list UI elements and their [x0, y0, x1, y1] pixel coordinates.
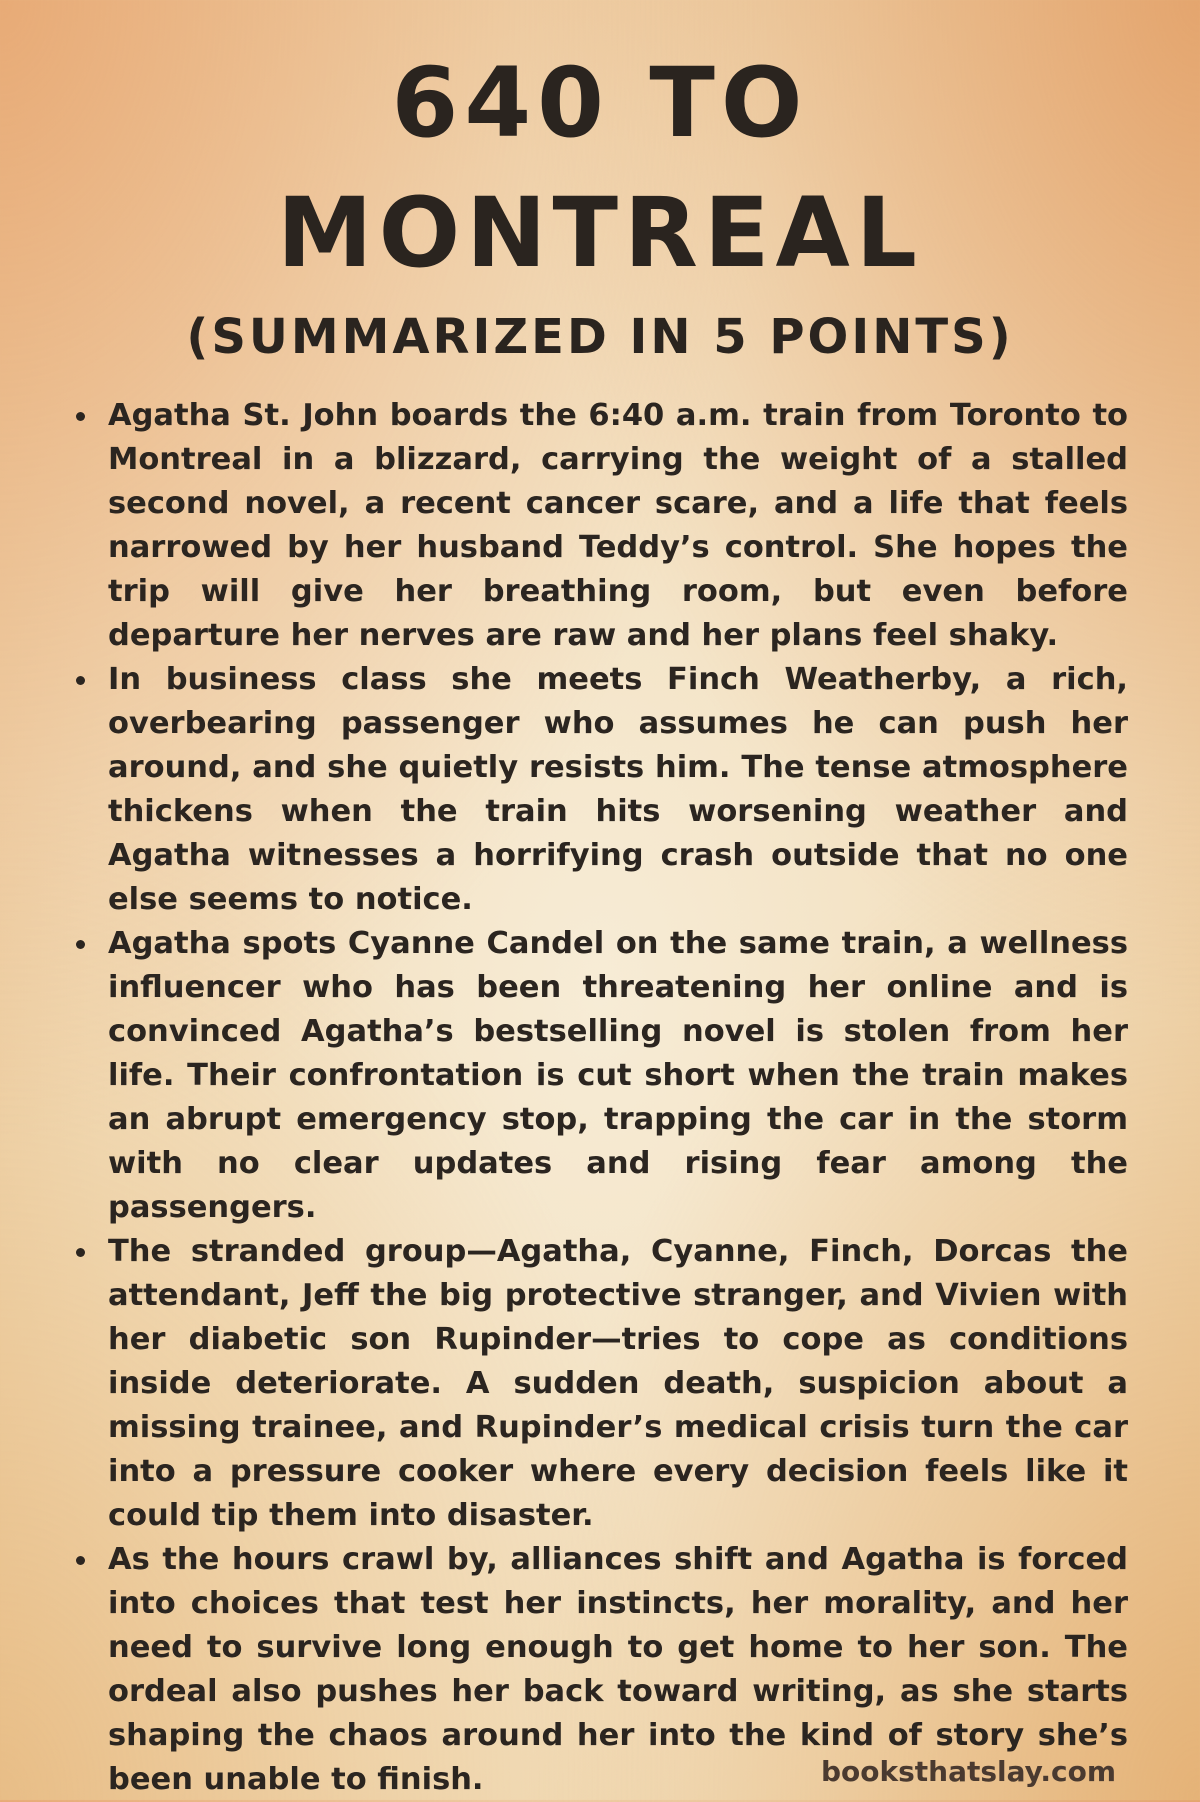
summary-point-4: [68, 1230, 1128, 1538]
summary-point-text: Agatha spots Cyanne Candel on the same train, a wellness influencer who has been threatening her online and is convinced Agatha’s bestselling novel is stolen from her life. Their confrontation is cut short when the train makes an abrupt emergency stop, trapping the car in the storm with no clear updates and rising fear among the passengers.: [108, 926, 1128, 1225]
summary-points-list: [68, 394, 1128, 1802]
summary-point-1: [68, 394, 1128, 658]
bullet-icon: [76, 676, 85, 685]
summary-point-3: [68, 922, 1128, 1230]
summary-point-text: In business class she meets Finch Weatherby, a rich, overbearing passenger who assumes he can push her around, and she quietly resists him. The tense atmosphere thickens when the train hits worsening weather and Agatha witnesses a horrifying crash outside that no one else seems to notice.: [108, 662, 1128, 917]
summary-point-2: [68, 658, 1128, 922]
summary-point-text: Agatha St. John boards the 6:40 a.m. train from Toronto to Montreal in a blizzard, carrying the weight of a stalled second novel, a recent cancer scare, and a life that feels narrowed by her husband Teddy’s control. She hopes the trip will give her breathing room, but even before departure her nerves are raw and her plans feel shaky.: [108, 398, 1128, 653]
summary-point-text: As the hours crawl by, alliances shift and Agatha is forced into choices that test her instincts, her morality, and her need to survive long enough to get home to her son. The ordeal also pushes her back toward writing, as she starts shaping the chaos around her into the kind of story she’s been unable to finish.: [108, 1542, 1128, 1797]
title-line-2: MONTREAL: [277, 177, 923, 289]
bullet-icon: [76, 412, 85, 421]
summary-point-text: The stranded group—Agatha, Cyanne, Finch, Dorcas the attendant, Jeff the big protective stranger, and Vivien with her diabetic son Rupinder—tries to cope as conditions inside deteriorate. A sudden death, suspicion about a missing trainee, and Rupinder’s medical crisis turn the car into a pressure cooker where every decision feels like it could tip them into disaster.: [108, 1234, 1128, 1533]
bullet-icon: [76, 1556, 85, 1565]
bullet-icon: [76, 1248, 85, 1257]
bullet-icon: [76, 940, 85, 949]
website-link[interactable]: booksthatslay.com: [820, 1755, 1116, 1788]
subtitle: (SUMMARIZED IN 5 POINTS): [186, 309, 1014, 365]
title-line-1: 640 TO: [391, 47, 809, 159]
